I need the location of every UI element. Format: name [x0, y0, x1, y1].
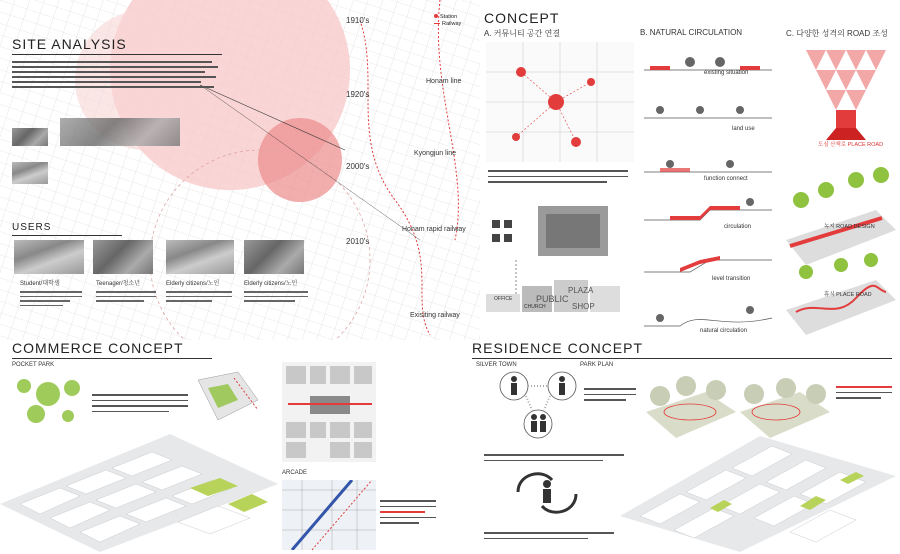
flow-description — [484, 528, 614, 543]
site-analysis-title: SITE ANALYSIS — [12, 36, 127, 52]
circulation-label: land use — [732, 126, 755, 132]
residence-isometric-model — [620, 436, 896, 552]
map-legend — [434, 14, 461, 28]
rail-label: Kyongjun line — [414, 150, 457, 157]
user-photo — [93, 240, 153, 274]
users-title: USERS — [12, 222, 52, 233]
road-label: 도심 산책로 PLACE ROAD — [818, 142, 884, 148]
user-name: Elderly citizens/노인 — [244, 281, 298, 287]
program-label: OFFICE — [494, 296, 513, 302]
commerce-isometric-model — [0, 434, 278, 552]
year-label: 2000's — [346, 162, 370, 171]
pocket-park-bubbles — [10, 372, 90, 432]
commerce-plan-map — [282, 362, 376, 462]
commerce-title: COMMERCE CONCEPT — [12, 340, 184, 356]
user-name: Elderly citizens/노인 — [166, 281, 220, 287]
site-photo — [12, 128, 48, 146]
park-plan-view — [646, 372, 736, 438]
arcade-description — [380, 496, 436, 528]
title-underline — [12, 54, 222, 55]
road-label: 녹지 ROAD DESIGN — [824, 224, 875, 230]
user-description — [96, 288, 156, 305]
legend-station: Station — [440, 14, 458, 20]
park-plan-label: PARK PLAN — [580, 362, 614, 368]
arcade-label: ARCADE — [282, 470, 308, 476]
circulation-label: level transition — [712, 276, 751, 282]
rail-label: Honam line — [426, 78, 462, 85]
user-description — [244, 288, 308, 305]
user-photo — [166, 240, 234, 274]
circulation-label: natural circulation — [700, 328, 748, 334]
year-label: 2010's — [346, 237, 370, 246]
concept-b-title: B. NATURAL CIRCULATION — [640, 28, 743, 37]
community-flow-icon — [512, 468, 582, 518]
program-label: PUBLIC — [536, 294, 569, 304]
concept-a-description — [488, 166, 628, 187]
commerce-description — [92, 390, 188, 416]
road-label: 휴식 PLACE ROAD — [824, 292, 872, 298]
pocket-park-label: POCKET PARK — [12, 362, 55, 368]
year-label: 1920's — [346, 90, 370, 99]
circulation-label: existing situation — [704, 70, 749, 76]
residence-title: RESIDENCE CONCEPT — [472, 340, 644, 356]
user-photo — [244, 240, 304, 274]
community-network-diagram — [486, 42, 634, 162]
arcade-view — [282, 480, 376, 550]
silver-town-label: SILVER TOWN — [476, 362, 517, 368]
rail-label: Honam rapid railway — [402, 226, 466, 233]
silver-town-diagram — [496, 366, 582, 446]
residence-description — [484, 450, 624, 465]
user-description — [166, 288, 232, 305]
program-label: PLAZA — [568, 286, 594, 295]
circulation-label: function connect — [704, 176, 748, 182]
pocket-park-plan — [188, 370, 268, 430]
concept-title: CONCEPT — [484, 10, 560, 26]
natural-circulation-sections — [640, 40, 776, 340]
program-label: SHOP — [572, 302, 595, 311]
site-photo — [60, 118, 180, 146]
rail-label: Exisiting railway — [410, 312, 460, 319]
year-label: 1910's — [346, 16, 370, 25]
program-label: CHURCH — [524, 304, 546, 310]
legend-railway: Railway — [442, 21, 462, 27]
site-photo — [12, 162, 48, 184]
user-name: Teenager/청소년 — [96, 281, 141, 287]
influence-circle-core — [258, 118, 342, 202]
user-description — [20, 288, 82, 309]
user-name: Student/대학생 — [20, 281, 60, 287]
park-plan-description — [836, 382, 892, 403]
site-description — [12, 58, 222, 91]
concept-a-title: A. 커뮤니티 공간 연결 — [484, 29, 561, 38]
silver-town-description — [584, 384, 636, 405]
circulation-label: circulation — [724, 224, 752, 230]
user-photo — [14, 240, 84, 274]
concept-c-title: C. 다양한 성격의 ROAD 조성 — [786, 29, 888, 38]
park-plan-view — [740, 372, 830, 438]
